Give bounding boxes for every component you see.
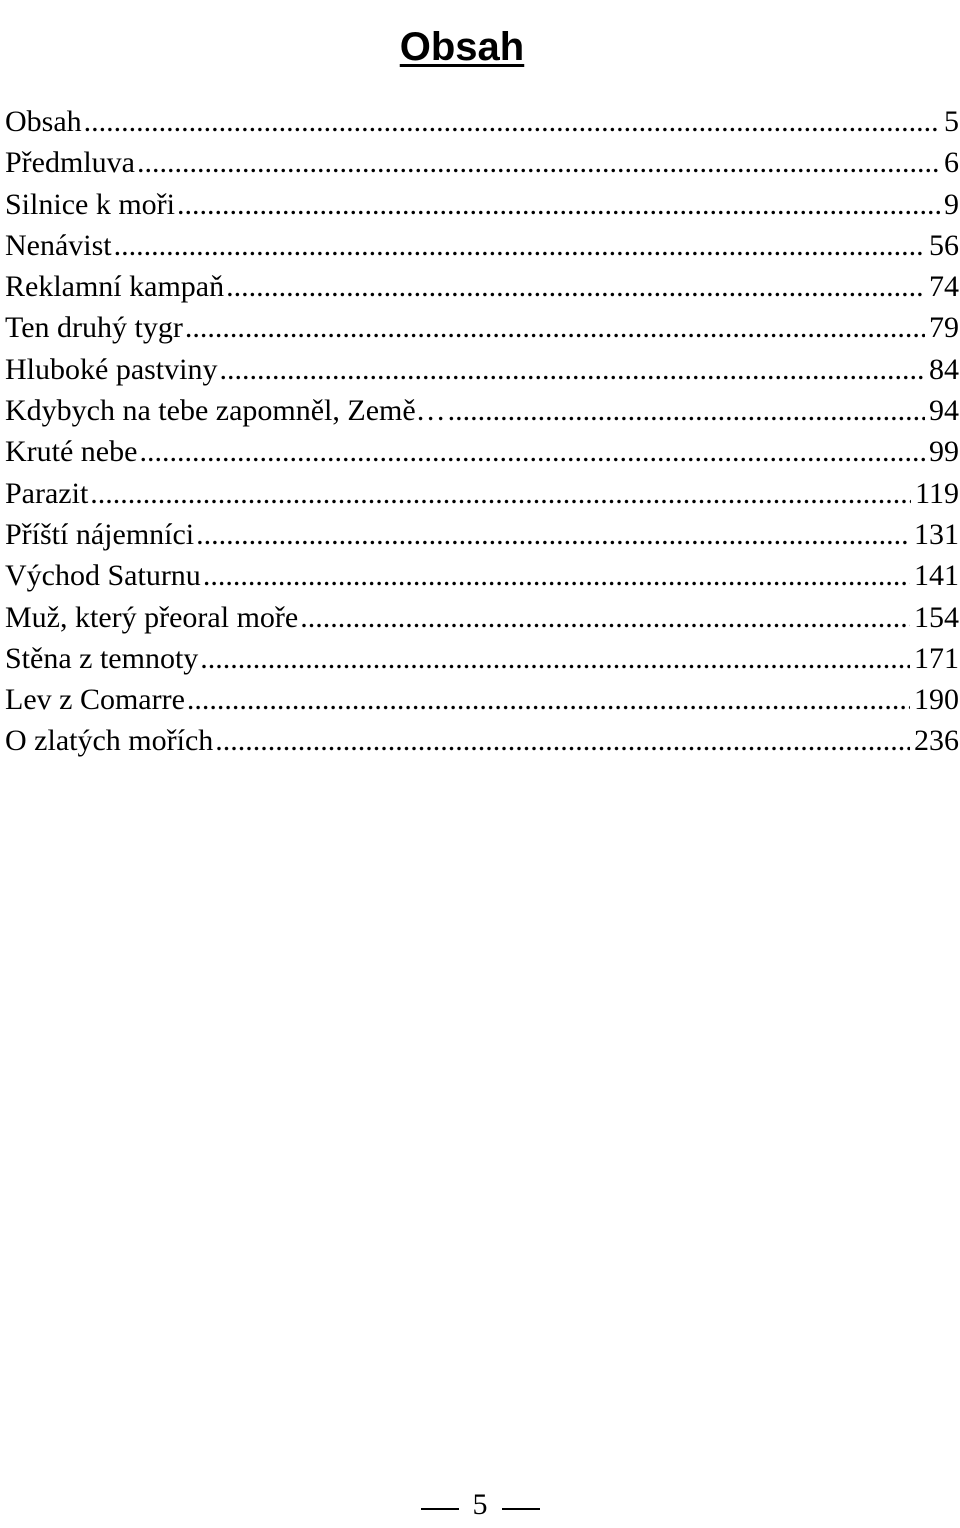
toc-entry-title: Muž, který přeoral moře xyxy=(5,600,299,634)
toc-entry-page: 141 xyxy=(914,559,959,593)
toc-entry-leader xyxy=(185,307,925,348)
toc-entry[interactable] xyxy=(5,266,959,307)
toc-entry[interactable] xyxy=(5,679,959,720)
toc-entry-page: 99 xyxy=(929,435,959,469)
toc-entry-title: O zlatých mořích xyxy=(5,724,214,758)
toc-entry[interactable] xyxy=(5,514,959,555)
toc-entry-leader xyxy=(139,431,925,472)
toc-entry-page: 84 xyxy=(929,352,959,386)
footer-rule-left xyxy=(421,1508,459,1510)
toc-entry-title: Reklamní kampaň xyxy=(5,270,225,304)
toc-entry[interactable] xyxy=(5,638,959,679)
page-footer xyxy=(0,1482,960,1528)
toc-entry-page: 5 xyxy=(944,105,959,138)
toc-entry-page: 154 xyxy=(914,600,959,634)
toc-entry-title: Příští nájemníci xyxy=(5,517,195,551)
toc-entry-page: 119 xyxy=(915,476,959,510)
toc-entry-leader xyxy=(177,184,940,225)
toc-entry-page: 171 xyxy=(914,641,959,675)
toc-entry-leader xyxy=(448,390,925,431)
toc-entry-title: Obsah xyxy=(5,105,82,138)
toc-entry-title: Parazit xyxy=(5,476,89,510)
toc-entry-leader xyxy=(114,225,925,266)
toc-entry-title: Kruté nebe xyxy=(5,435,138,469)
toc-entry[interactable] xyxy=(5,184,959,225)
toc-entry-page: 236 xyxy=(914,724,959,758)
toc-entry[interactable] xyxy=(5,431,959,472)
toc-entry-title: Stěna z temnoty xyxy=(5,641,199,675)
toc-entry-leader xyxy=(215,720,910,761)
toc-entry-title: Předmluva xyxy=(5,146,135,180)
page-title-text: Obsah xyxy=(399,24,525,69)
toc-entry-page: 9 xyxy=(944,187,959,221)
toc-entry-leader xyxy=(203,555,910,596)
page-title xyxy=(0,23,924,71)
toc-entry-page: 74 xyxy=(929,270,959,304)
toc-entry-leader xyxy=(187,679,910,720)
table-of-contents xyxy=(5,101,959,762)
toc-entry-page: 94 xyxy=(929,394,959,428)
toc-entry-leader xyxy=(84,101,940,142)
toc-entry[interactable] xyxy=(5,349,959,390)
footer-rule-right xyxy=(502,1508,540,1510)
toc-entry[interactable] xyxy=(5,142,959,183)
toc-entry-page: 190 xyxy=(914,683,959,717)
toc-entry-title: Lev z Comarre xyxy=(5,683,185,717)
page-number: 5 xyxy=(472,1488,488,1521)
toc-entry[interactable] xyxy=(5,555,959,596)
toc-entry-title: Silnice k moři xyxy=(5,187,175,221)
toc-entry-title: Východ Saturnu xyxy=(5,559,201,593)
toc-entry[interactable] xyxy=(5,473,959,514)
toc-entry[interactable] xyxy=(5,101,959,142)
toc-entry[interactable] xyxy=(5,307,959,348)
toc-entry-page: 79 xyxy=(929,311,959,345)
toc-entry-leader xyxy=(219,349,925,390)
toc-entry-title: Kdybych na tebe zapomněl, Země… xyxy=(5,394,446,428)
toc-entry-leader xyxy=(226,266,925,307)
toc-entry-leader xyxy=(137,142,940,183)
toc-entry-title: Hluboké pastviny xyxy=(5,352,218,386)
toc-entry[interactable] xyxy=(5,225,959,266)
toc-entry-title: Ten druhý tygr xyxy=(5,311,183,345)
toc-entry-leader xyxy=(196,514,910,555)
toc-entry-leader xyxy=(300,597,910,638)
toc-entry[interactable] xyxy=(5,720,959,761)
toc-entry-page: 131 xyxy=(914,517,959,551)
toc-entry-title: Nenávist xyxy=(5,228,112,262)
toc-entry-leader xyxy=(90,473,911,514)
toc-entry[interactable] xyxy=(5,597,959,638)
toc-entry-page: 6 xyxy=(944,146,959,180)
toc-entry-leader xyxy=(200,638,910,679)
toc-entry[interactable] xyxy=(5,390,959,431)
toc-entry-page: 56 xyxy=(929,228,959,262)
